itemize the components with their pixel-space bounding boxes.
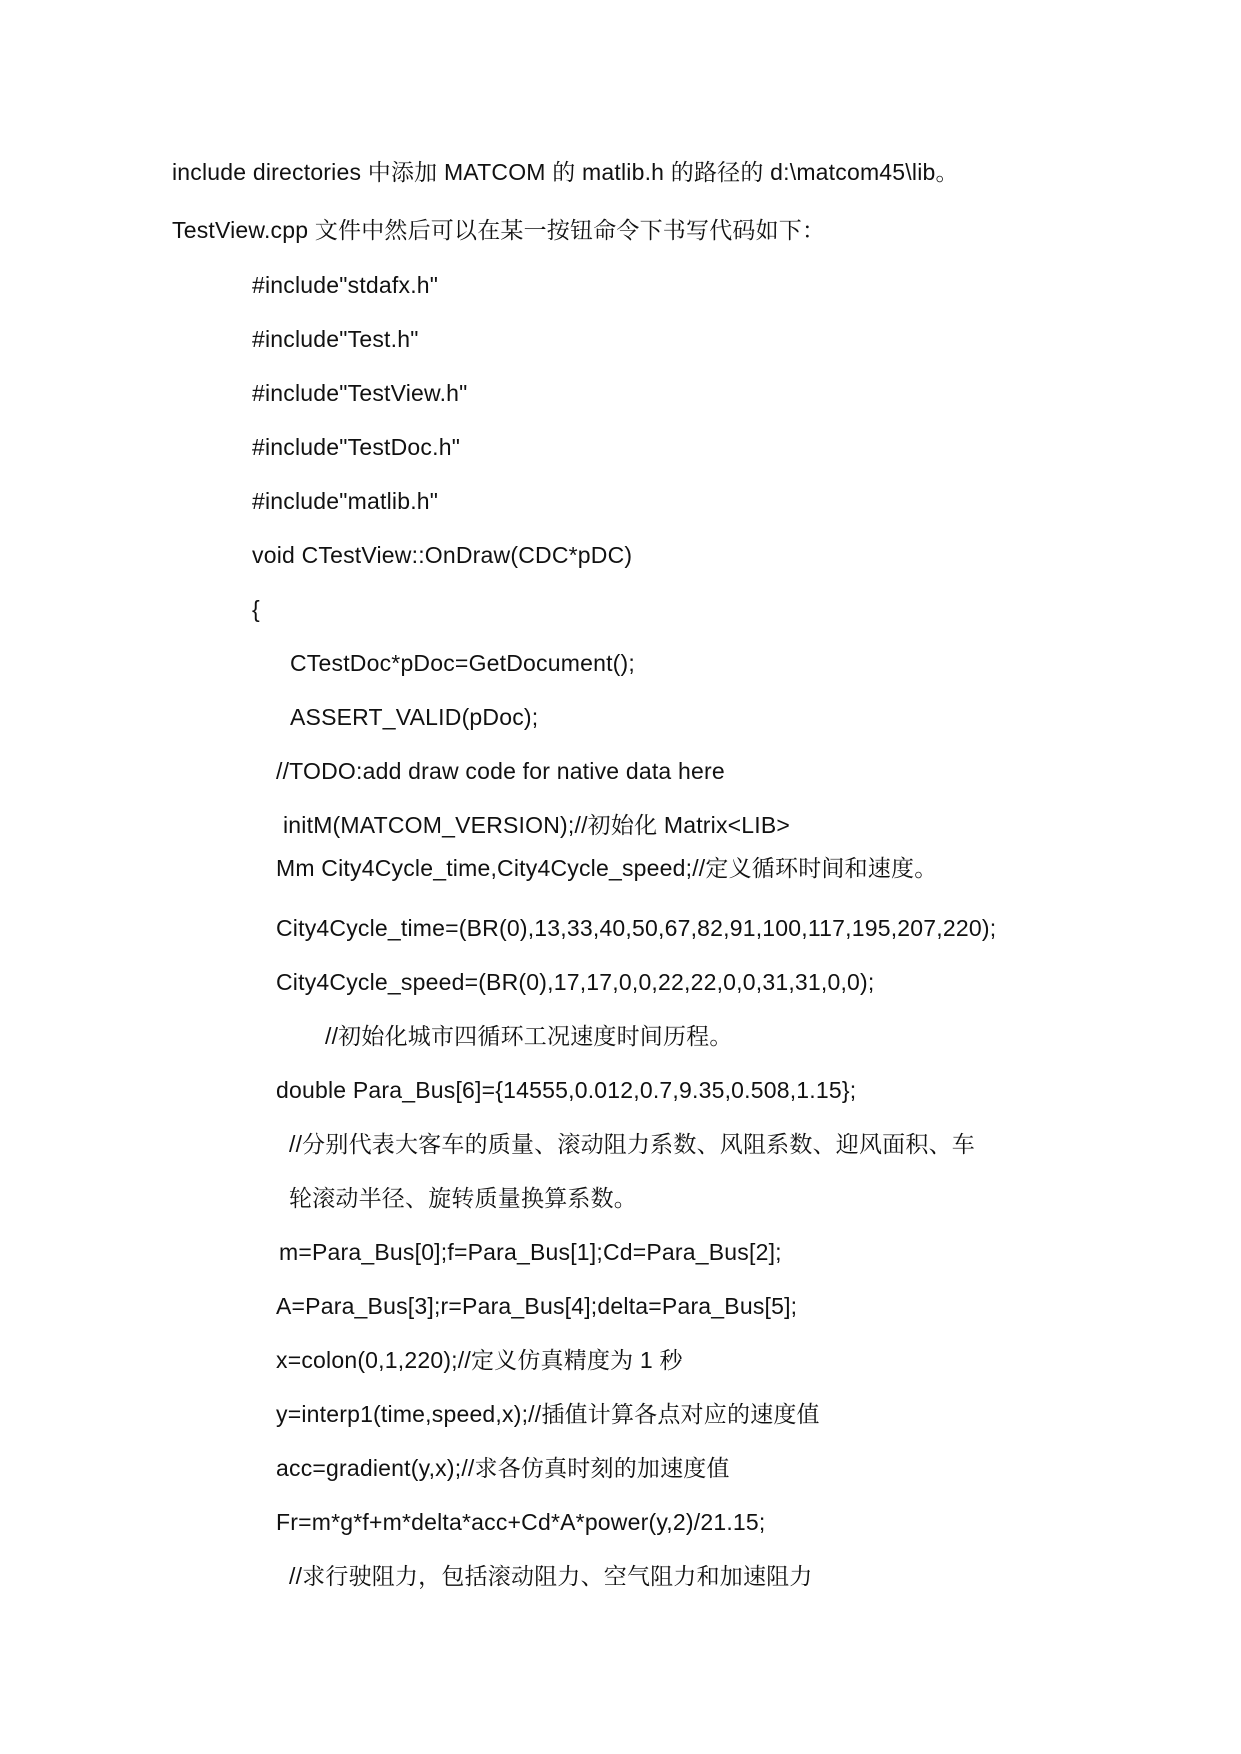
- code-line-initm: initM(MATCOM_VERSION);//初始化 Matrix<LIB>: [283, 812, 791, 838]
- code-line-para-bus: double Para_Bus[6]={14555,0.012,0.7,9.35,0.508,1.15};: [276, 1077, 857, 1103]
- code-line-assign-a-r-delta: A=Para_Bus[3];r=Para_Bus[4];delta=Para_Bus[5];: [276, 1293, 798, 1319]
- code-line-colon: x=colon(0,1,220);//定义仿真精度为 1 秒: [276, 1347, 683, 1373]
- code-line-open-brace: {: [252, 596, 260, 622]
- code-line-assign-m-f-cd: m=Para_Bus[0];f=Para_Bus[1];Cd=Para_Bus[2];: [279, 1239, 782, 1265]
- code-line-include-stdafx: #include"stdafx.h": [252, 272, 439, 298]
- code-line-include-test: #include"Test.h": [252, 326, 419, 352]
- code-line-gradient: acc=gradient(y,x);//求各仿真时刻的加速度值: [276, 1455, 730, 1481]
- code-line-fr-formula: Fr=m*g*f+m*delta*acc+Cd*A*power(y,2)/21.15;: [276, 1509, 766, 1535]
- code-line-mm-declaration: Mm City4Cycle_time,City4Cycle_speed;//定义循环时间和速度。: [276, 855, 938, 881]
- code-line-resistance-comment: //求行驶阻力，包括滚动阻力、空气阻力和加速阻力: [289, 1563, 813, 1589]
- code-line-assert-valid: ASSERT_VALID(pDoc);: [290, 704, 539, 730]
- code-line-include-testview: #include"TestView.h": [252, 380, 468, 406]
- code-line-interp1: y=interp1(time,speed,x);//插值计算各点对应的速度值: [276, 1401, 820, 1427]
- code-line-city4cycle-speed: City4Cycle_speed=(BR(0),17,17,0,0,22,22,0,0,31,31,0,0);: [276, 969, 875, 995]
- code-line-city4cycle-time: City4Cycle_time=(BR(0),13,33,40,50,67,82,91,100,117,195,207,220);: [276, 915, 997, 941]
- code-line-include-testdoc: #include"TestDoc.h": [252, 434, 461, 460]
- paragraph-include-directories: include directories 中添加 MATCOM 的 matlib.h 的路径的 d:\matcom45\lib。: [172, 159, 959, 185]
- code-line-params-comment-2: 轮滚动半径、旋转质量换算系数。: [289, 1185, 637, 1211]
- code-line-ondraw-signature: void CTestView::OnDraw(CDC*pDC): [252, 542, 633, 568]
- code-line-todo-comment: //TODO:add draw code for native data here: [276, 758, 725, 784]
- code-line-include-matlib: #include"matlib.h": [252, 488, 439, 514]
- paragraph-testview-cpp: TestView.cpp 文件中然后可以在某一按钮命令下书写代码如下：: [172, 217, 826, 243]
- code-line-init-comment: //初始化城市四循环工况速度时间历程。: [325, 1023, 733, 1049]
- code-line-params-comment-1: //分别代表大客车的质量、滚动阻力系数、风阻系数、迎风面积、车: [289, 1131, 975, 1157]
- code-line-getdocument: CTestDoc*pDoc=GetDocument();: [290, 650, 635, 676]
